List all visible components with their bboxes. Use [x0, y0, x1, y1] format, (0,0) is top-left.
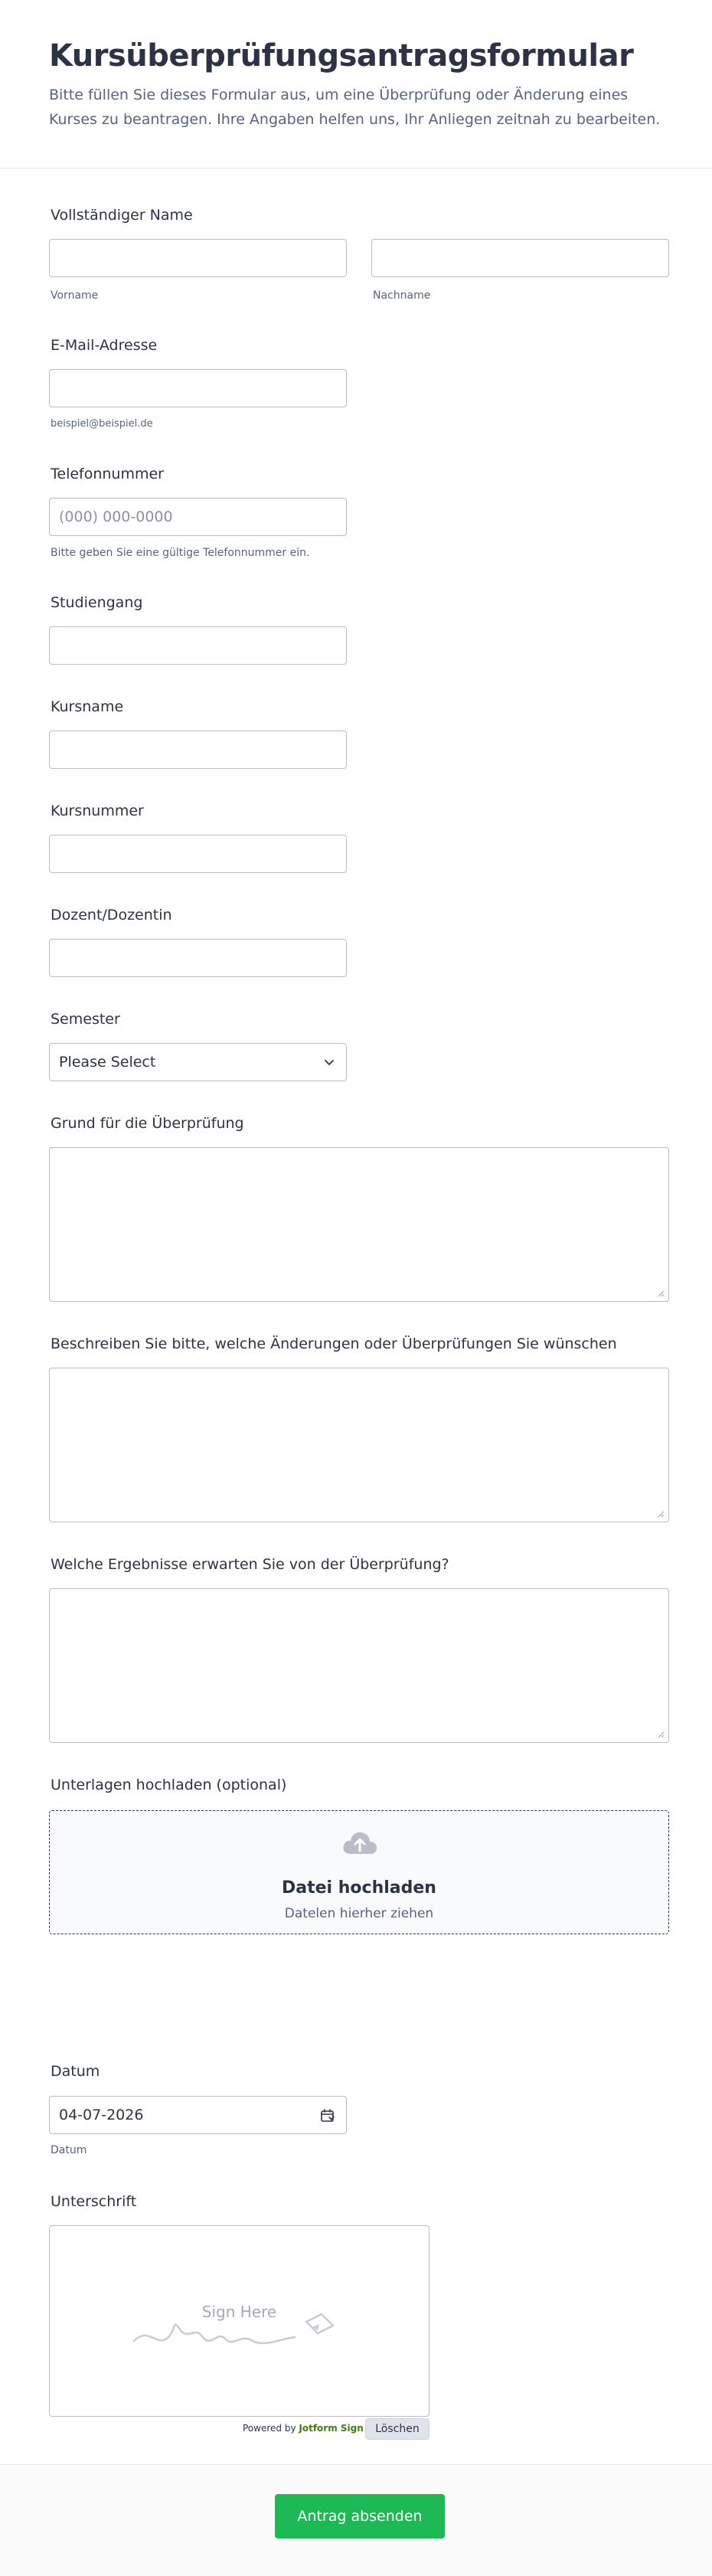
upload-hint: Datelen hierher ziehen: [284, 1906, 434, 1921]
last-name-sublabel: Nachname: [373, 289, 431, 302]
email-input[interactable]: [49, 369, 347, 407]
lecturer-input[interactable]: [49, 939, 347, 977]
form-header: [0, 0, 712, 168]
expected-label: Welche Ergebnisse erwarten Sie von der Überprüfung?: [51, 1556, 449, 1573]
powered-by-brand: Jotform Sign: [299, 2423, 364, 2434]
semester-select[interactable]: [49, 1043, 347, 1081]
date-input[interactable]: [49, 2096, 347, 2134]
cloud-upload-icon: [341, 1828, 379, 1858]
signature-pad[interactable]: [49, 2225, 429, 2417]
chevron-down-icon: [323, 1056, 335, 1068]
file-upload-dropzone[interactable]: [49, 1810, 669, 1934]
clear-signature-button[interactable]: Löschen: [365, 2418, 429, 2440]
semester-selected-value: Please Select: [59, 1054, 156, 1071]
signature-label: Unterschrift: [51, 2193, 137, 2210]
first-name-input[interactable]: [49, 239, 347, 277]
email-label: E-Mail-Adresse: [51, 337, 158, 354]
course-name-label: Kursname: [51, 698, 124, 715]
signature-placeholder-text: Sign Here: [201, 2303, 277, 2321]
date-value: 04-07-2026: [59, 2107, 144, 2123]
date-sublabel: Datum: [51, 2144, 87, 2156]
resize-grip-icon: [657, 1731, 665, 1738]
submit-button[interactable]: Antrag absenden: [275, 2494, 445, 2538]
lecturer-label: Dozent/Dozentin: [51, 907, 172, 924]
upload-label: Unterlagen hochladen (optional): [51, 1777, 287, 1793]
program-input[interactable]: [49, 626, 347, 665]
resize-grip-icon: [657, 1290, 665, 1297]
last-name-input[interactable]: [371, 239, 669, 277]
reason-textarea[interactable]: [49, 1147, 669, 1302]
email-sublabel: beispiel@beispiel.de: [51, 418, 153, 430]
form-footer: [0, 2464, 712, 2576]
calendar-icon[interactable]: [320, 2108, 335, 2123]
resize-grip-icon: [657, 1510, 665, 1518]
form-title: Kursüberprüfungsantragsformular: [49, 38, 634, 74]
semester-label: Semester: [51, 1011, 120, 1028]
changes-label: Beschreiben Sie bitte, welche Änderungen oder Überprüfungen Sie wünschen: [51, 1335, 617, 1352]
powered-by: [243, 2423, 364, 2434]
upload-title: Datei hochladen: [282, 1878, 436, 1898]
course-name-input[interactable]: [49, 731, 347, 769]
expected-textarea[interactable]: [49, 1588, 669, 1743]
date-label: Datum: [51, 2063, 100, 2080]
powered-by-prefix: Powered by: [243, 2423, 296, 2434]
first-name-sublabel: Vorname: [51, 289, 99, 302]
changes-textarea[interactable]: [49, 1368, 669, 1522]
full-name-label: Vollständiger Name: [51, 207, 193, 224]
phone-sublabel: Bitte geben Sie eine gültige Telefonnummer ein.: [51, 547, 310, 559]
reason-label: Grund für die Überprüfung: [51, 1115, 244, 1132]
course-number-input[interactable]: [49, 835, 347, 873]
program-label: Studiengang: [51, 594, 143, 611]
phone-input[interactable]: [49, 498, 347, 536]
phone-label: Telefonnummer: [51, 466, 164, 482]
course-number-label: Kursnummer: [51, 803, 144, 819]
form-subtitle: Bitte füllen Sie dieses Formular aus, um eine Überprüfung oder Änderung eines Kurses zu beantragen. Ihre Angaben helfen uns, Ihr Anliegen zeitnah zu bearbeiten.: [49, 87, 661, 128]
